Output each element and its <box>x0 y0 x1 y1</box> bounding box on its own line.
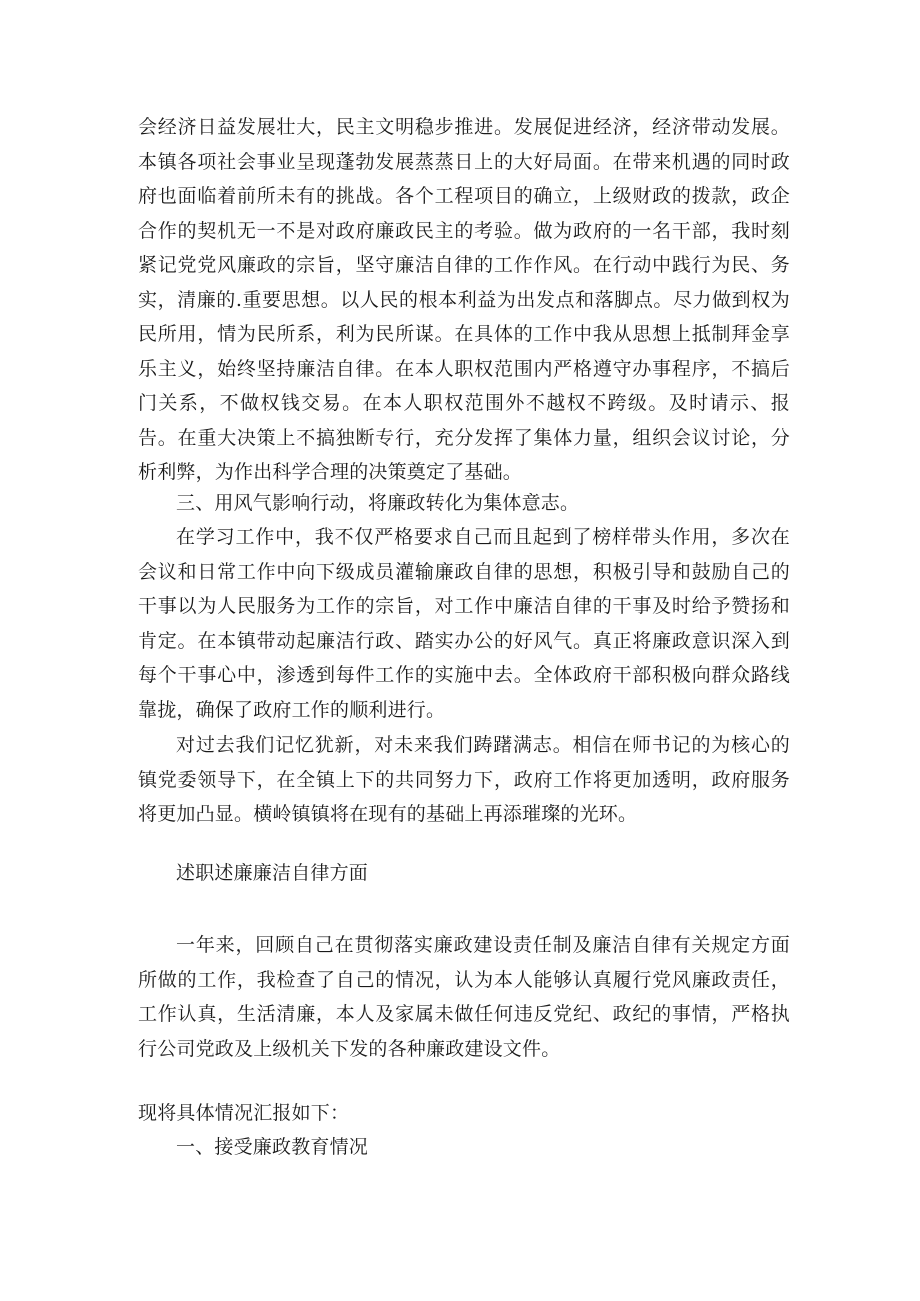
body-paragraph-1: 会经济日益发展壮大，民主文明稳步推进。发展促进经济，经济带动发展。本镇各项社会事业呈现蓬勃发展蒸蒸日上的大好局面。在带来机遇的同时政府也面临着前所未有的挑战。各个工程项目的确立，上级财政的拨款，政企合作的契机无一不是对政府廉政民主的考验。做为政府的一名干部，我时刻紧记党党风廉政的宗旨，坚守廉洁自律的工作作风。在行动中践行为民、务实，清廉的.重要思想。以人民的根本利益为出发点和落脚点。尽力做到权为民所用，情为民所系，利为民所谋。在具体的工作中我从思想上抵制拜金享乐主义，始终坚持廉洁自律。在本人职权范围内严格遵守办事程序，不搞后门关系，不做权钱交易。在本人职权范围外不越权不跨级。及时请示、报告。在重大决策上不搞独断专行，充分发挥了集体力量，组织会议讨论，分析利弊，为作出科学合理的决策奠定了基础。 <box>138 116 790 483</box>
subtitle: 述职述廉廉洁自律方面 <box>176 862 369 884</box>
section-heading-1: 一、接受廉政教育情况 <box>176 1136 369 1158</box>
body-paragraph-3: 对过去我们记忆犹新，对未来我们踌躇满志。相信在师书记的为核心的镇党委领导下，在全镇上下的共同努力下，政府工作将更加透明，政府服务将更加凸显。横岭镇镇将在现有的基础上再添璀璨的光环。 <box>138 734 790 825</box>
body-paragraph-4: 一年来，回顾自己在贯彻落实廉政建设责任制及廉洁自律有关规定方面所做的工作，我检查了自己的情况，认为本人能够认真履行党风廉政责任，工作认真，生活清廉，本人及家属未做任何违反党纪、政纪的事情，严格执行公司党政及上级机关下发的各种廉政建设文件。 <box>138 934 790 1060</box>
section-heading-3: 三、用风气影响行动，将廉政转化为集体意志。 <box>176 492 580 514</box>
body-paragraph-2: 在学习工作中，我不仅严格要求自己而且起到了榜样带头作用，多次在会议和日常工作中向下级成员灌输廉政自律的思想，积极引导和鼓励自己的干事以为人民服务为工作的宗旨，对工作中廉洁自律的干事及时给予赞扬和肯定。在本镇带动起廉洁行政、踏实办公的好风气。真正将廉政意识深入到每个干事心中，渗透到每件工作的实施中去。全体政府干部积极向群众路线靠拢，确保了政府工作的顺利进行。 <box>138 526 790 721</box>
report-intro: 现将具体情况汇报如下： <box>138 1102 350 1124</box>
